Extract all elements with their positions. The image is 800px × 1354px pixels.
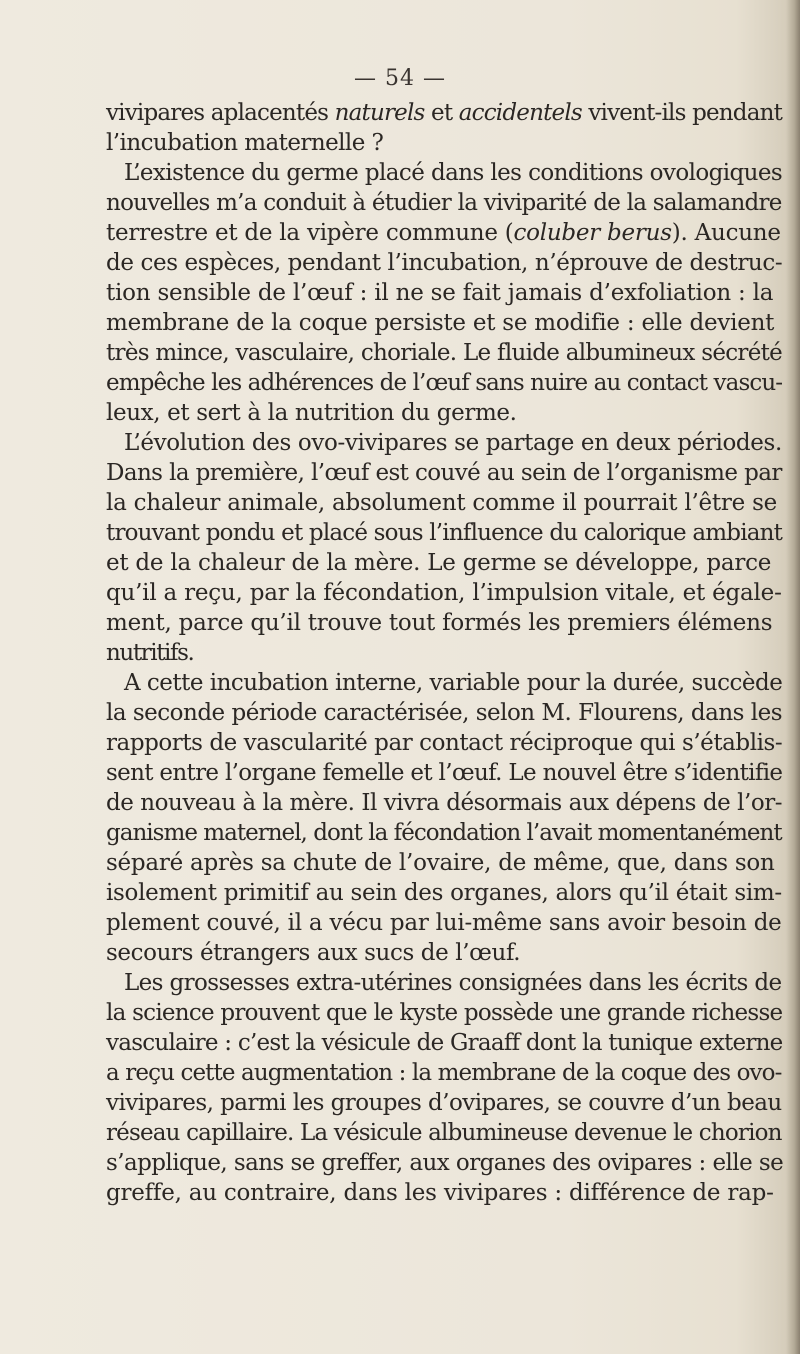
text-segment: A cette incubation interne, variable pour la durée, succède [124,670,783,696]
text-line [106,698,796,728]
text-segment: L’existence du germe placé dans les conditions ovologiques [124,160,783,186]
text-line [106,578,796,608]
text-line [106,1148,796,1178]
text-line [106,308,796,338]
body-text [106,98,796,1208]
text-segment: Les grossesses extra-utérines consignées dans les écrits de [124,970,782,996]
text-line [106,98,796,128]
text-segment: réseau capillaire. La vésicule albumineuse devenue le chorion [106,1120,782,1146]
text-segment: L’évolution des ovo-vivipares se partage en deux périodes. [124,430,782,456]
text-segment: Dans la première, l’œuf est couvé au sein de l’organisme par [106,460,782,486]
text-line [106,188,796,218]
text-line [106,848,796,878]
text-line [106,158,796,188]
text-segment: terrestre et de la vipère commune ( [106,220,514,246]
text-line [106,1178,796,1208]
text-line [106,788,796,818]
text-line [106,368,796,398]
text-segment: très mince, vasculaire, choriale. Le fluide albumineux sécrété [106,340,783,366]
text-line [106,938,796,968]
text-segment: leux, et sert à la nutrition du germe. [106,400,517,426]
page-number: — 54 — [354,66,446,91]
text-segment: la science prouvent que le kyste possède une grande richesse [106,1000,783,1026]
text-line [106,818,796,848]
text-segment: trouvant pondu et placé sous l’influence du calorique ambiant [106,520,783,546]
text-line [106,1058,796,1088]
italic-text: accidentels [458,100,582,126]
text-line [106,758,796,788]
text-line [106,218,796,248]
text-segment: secours étrangers aux sucs de l’œuf. [106,940,521,966]
text-line [106,128,796,158]
text-segment: a reçu cette augmentation : la membrane de la coque des ovo- [106,1060,782,1086]
text-line [106,1118,796,1148]
text-segment: la chaleur animale, absolument comme il pourrait l’être se [106,490,778,516]
text-segment: de nouveau à la mère. Il vivra désormais aux dépens de l’or- [106,790,783,816]
italic-text: naturels [334,100,425,126]
text-segment: tion sensible de l’œuf : il ne se fait jamais d’exfoliation : la [106,280,774,306]
text-segment: et de la chaleur de la mère. Le germe se développe, parce [106,550,772,576]
text-segment: vasculaire : c’est la vésicule de Graaff dont la tunique externe [106,1030,783,1056]
text-segment: s’applique, sans se greffer, aux organes des ovipares : elle se [106,1150,784,1176]
text-line [106,968,796,998]
text-line [106,998,796,1028]
italic-text: coluber berus [513,220,672,246]
text-segment: empêche les adhérences de l’œuf sans nuire au contact vascu- [106,370,783,396]
text-segment: isolement primitif au sein des organes, alors qu’il était sim- [106,880,782,906]
text-line [106,518,796,548]
text-segment: ganisme maternel, dont la fécondation l’avait momentanément [106,820,782,846]
text-segment: vivent-ils pendant [581,100,783,126]
text-segment: nutritifs. [106,640,194,666]
text-line [106,728,796,758]
text-line [106,878,796,908]
text-segment: la seconde période caractérisée, selon M. Flourens, dans les [106,700,783,726]
text-segment: nouvelles m’a conduit à étudier la viviparité de la salamandre [106,190,782,216]
text-line [106,548,796,578]
text-line [106,278,796,308]
text-line [106,428,796,458]
text-line [106,638,796,668]
text-segment: ). Aucune [671,220,781,246]
text-segment: sent entre l’organe femelle et l’œuf. Le nouvel être s’identifie [106,760,783,786]
text-line [106,1088,796,1118]
text-segment: rapports de vascularité par contact réciproque qui s’établis- [106,730,783,756]
text-segment: et [424,100,459,126]
text-segment: greffe, au contraire, dans les vivipares : différence de rap- [106,1180,774,1206]
text-segment: qu’il a reçu, par la fécondation, l’impulsion vitale, et égale- [106,580,782,606]
text-segment: l’incubation maternelle ? [106,130,384,156]
text-line [106,908,796,938]
text-segment: vivipares, parmi les groupes d’ovipares, se couvre d’un beau [106,1090,782,1116]
text-segment: de ces espèces, pendant l’incubation, n’éprouve de destruc- [106,250,783,276]
text-line [106,488,796,518]
text-line [106,398,796,428]
text-segment: plement couvé, il a vécu par lui-même sans avoir besoin de [106,910,782,936]
text-line [106,248,796,278]
text-segment: vivipares aplacentés [106,100,335,126]
text-segment: séparé après sa chute de l’ovaire, de même, que, dans son [106,850,775,876]
text-line [106,1028,796,1058]
text-segment: ment, parce qu’il trouve tout formés les premiers élémens [106,610,773,636]
text-line [106,458,796,488]
text-line [106,608,796,638]
text-line [106,338,796,368]
text-line [106,668,796,698]
text-segment: membrane de la coque persiste et se modifie : elle devient [106,310,775,336]
